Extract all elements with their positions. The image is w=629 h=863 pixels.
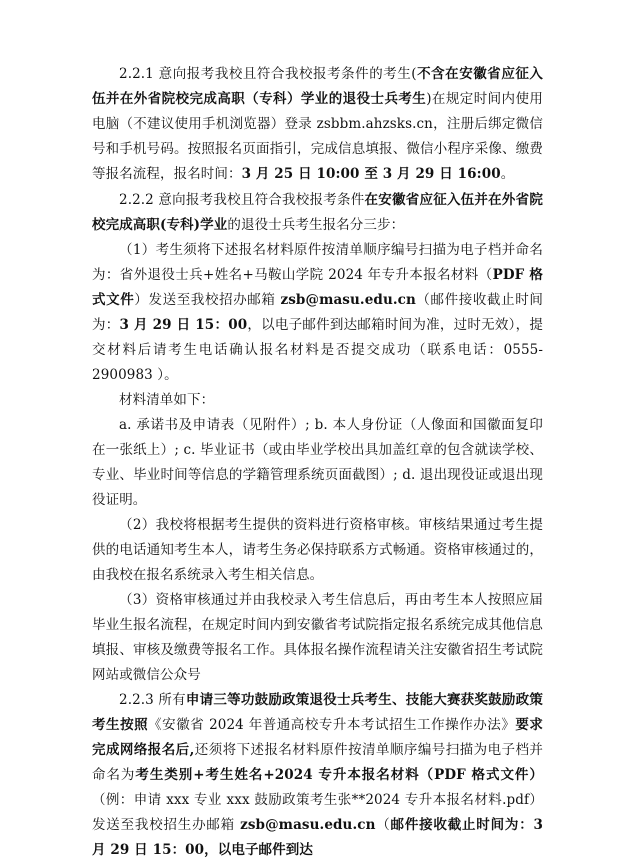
paragraph-materials-list	[92, 413, 543, 513]
paragraph-2-2-3	[92, 688, 543, 863]
text-segment: （例：申请 xxx 专业 xxx 鼓励政策考生张**2024 专升本报名材料.pdf）发送至我校招生办邮箱	[92, 792, 543, 833]
text-segment: ）发送至我校招办邮箱	[134, 292, 281, 308]
text-segment: 2.2.1 意向报考我校且符合我校报考条件的考生(	[119, 66, 417, 82]
text-segment: 材料清单如下：	[119, 392, 215, 408]
paragraph-materials-heading	[92, 388, 543, 413]
text-segment: 《安徽省 2024 年普通高校专升本考试招生工作操作办法》	[148, 717, 516, 733]
text-segment: 的退役士兵考生报名分三步：	[227, 217, 405, 233]
bold-text-segment: 3 月 29 日 15：00	[119, 317, 248, 333]
paragraph-2-2-1	[92, 62, 543, 187]
bold-text-segment: zsb@masu.edu.cn	[280, 292, 416, 308]
text-segment: （3）资格审核通过并由我校录入考生信息后，再由考生本人按照应届毕业生报名流程，在规定时间内到安徽省考试院指定报名系统完成其他信息填报、审核及缴费等报名工作。具体报名操作流程请关注安徽省招生考试院网站或微信公众号	[92, 592, 543, 683]
bold-text-segment: 申请三等功鼓励政策退役士兵考生、技能大赛获奖鼓励政策考生按照	[92, 692, 543, 733]
text-segment: （1）考生须将下述报名材料原件按清单顺序编号扫描为电子档并命名为：省外退役士兵+姓名+马鞍山学院 2024 年专升本报名材料（	[92, 242, 543, 283]
text-segment: （2）我校将根据考生提供的资料进行资格审核。审核结果通过考生提供的电话通知考生本人，请考生务必保持联系方式畅通。资格审核通过的，由我校在报名系统录入考生相关信息。	[92, 517, 543, 583]
paragraph-step-3	[92, 588, 543, 688]
text-segment: )在规定时间内使用电脑（不建议使用手机浏览器）登录 zsbbm.ahzsks.cn，注册后绑定微信号和手机号码。按照报名页面指引，完成信息填报、微信小程序采像、缴费等报名流程，报名时间：	[92, 91, 543, 182]
text-segment: ，以电子邮件到达邮箱时间为准，过时无效），提交材料后请考生电话确认报名材料是否提交成功（联系电话：0555-2900983 ）。	[92, 317, 544, 383]
bold-text-segment: zsb@masu.edu.cn	[240, 817, 376, 833]
bold-text-segment: 邮件接收截止时间为：3 月 29 日 15：00，以电子邮件到达	[92, 817, 543, 858]
paragraph-2-2-2	[92, 188, 543, 238]
text-segment: （邮件接收截止时间为：	[92, 292, 543, 333]
bold-text-segment: 要求完成网络报名后,	[92, 717, 543, 758]
bold-text-segment: PDF 格式文件	[92, 267, 543, 308]
bold-text-segment: 不含在安徽省应征入伍并在外省院校完成高职（专科）学业的退役士兵考生	[92, 66, 543, 107]
text-segment: 。	[500, 166, 515, 182]
text-segment: 2.2.2 意向报考我校且符合我校报考条件	[119, 192, 365, 208]
text-segment: 还须将下述报名材料原件按清单顺序编号扫描为电子档并命名为	[92, 742, 543, 783]
paragraph-step-2	[92, 513, 543, 588]
bold-text-segment: 考生类别+考生姓名+2024 专升本报名材料（PDF 格式文件）	[135, 767, 543, 783]
text-segment: a. 承诺书及申请表（见附件）; b. 本人身份证（人像面和国徽面复印在一张纸上）; c. 毕业证书（或由毕业学校出具加盖红章的包含就读学校、专业、毕业时间等信息的学籍管理系统页面截图）; d. 退出现役证或退出现役证明。	[92, 417, 543, 508]
text-segment: 2.2.3 所有	[119, 692, 186, 708]
bold-text-segment: 在安徽省应征入伍并在外省院校完成高职(专科)学业	[92, 192, 543, 233]
text-segment: （	[375, 817, 391, 833]
bold-text-segment: 3 月 25 日 10:00 至 3 月 29 日 16:00	[241, 166, 501, 182]
paragraph-step-1	[92, 238, 543, 388]
